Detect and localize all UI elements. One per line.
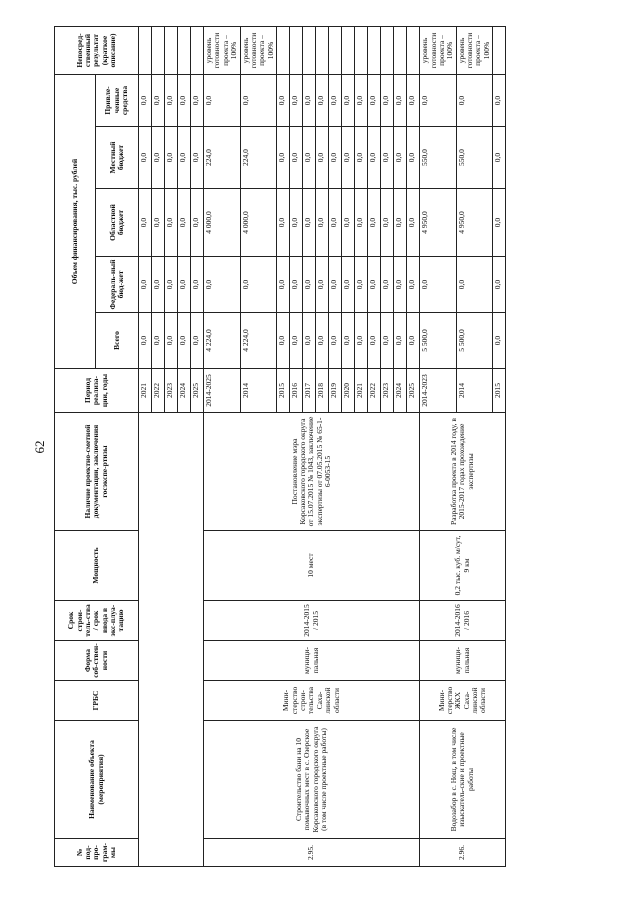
result-cell: [191, 27, 204, 75]
regional-cell: 0,0: [407, 189, 420, 257]
total-cell: 0,0: [303, 313, 316, 369]
result-cell: [178, 27, 191, 75]
local-cell: 0,0: [394, 127, 407, 189]
result-cell: [381, 27, 394, 75]
result-cell: [394, 27, 407, 75]
result-cell: [355, 27, 368, 75]
period-cell: 2015: [277, 369, 290, 413]
result-cell: уровень готовности проекта – 100%: [420, 27, 457, 75]
attracted-cell: 0,0: [277, 75, 290, 127]
regional-cell: 4 000,0: [204, 189, 241, 257]
period-cell: 2021: [355, 369, 368, 413]
regional-cell: 0,0: [368, 189, 381, 257]
attracted-cell: 0,0: [204, 75, 241, 127]
total-cell: 0,0: [394, 313, 407, 369]
regional-cell: 0,0: [381, 189, 394, 257]
attracted-cell: 0,0: [355, 75, 368, 127]
federal-cell: 0,0: [407, 257, 420, 313]
regional-cell: 0,0: [329, 189, 342, 257]
object-number: 2.96.: [420, 839, 506, 867]
local-cell: 0,0: [316, 127, 329, 189]
result-cell: [316, 27, 329, 75]
period-cell: 2024: [394, 369, 407, 413]
total-cell: 5 500,0: [420, 313, 457, 369]
table-row: [420, 27, 457, 867]
period-cell: 2014: [456, 369, 493, 413]
attracted-cell: 0,0: [240, 75, 277, 127]
object-docs: Постановление мэра Корсаковского городского округа от 15.07.2015 № 1043, заключение экспертизы от 07.05.2015 № 65-1-6-0053-15: [204, 413, 420, 531]
attracted-cell: 0,0: [139, 75, 152, 127]
regional-cell: 0,0: [493, 189, 506, 257]
result-cell: [139, 27, 152, 75]
regional-cell: 0,0: [342, 189, 355, 257]
attracted-cell: 0,0: [290, 75, 303, 127]
attracted-cell: 0,0: [381, 75, 394, 127]
col-total: Всего: [96, 313, 139, 369]
result-cell: [290, 27, 303, 75]
attracted-cell: 0,0: [420, 75, 457, 127]
attracted-cell: 0,0: [303, 75, 316, 127]
attracted-cell: 0,0: [342, 75, 355, 127]
col-regional: Областной бюджет: [96, 189, 139, 257]
col-name: Наименование объекта (мероприятия): [55, 721, 139, 839]
period-cell: 2022: [152, 369, 165, 413]
federal-cell: 0,0: [178, 257, 191, 313]
table-body: [139, 27, 506, 867]
attracted-cell: 0,0: [152, 75, 165, 127]
federal-cell: 0,0: [368, 257, 381, 313]
result-cell: [303, 27, 316, 75]
regional-cell: 0,0: [303, 189, 316, 257]
regional-cell: 0,0: [139, 189, 152, 257]
local-cell: 0,0: [329, 127, 342, 189]
period-cell: 2014-2025: [204, 369, 241, 413]
regional-cell: 0,0: [152, 189, 165, 257]
period-cell: 2023: [381, 369, 394, 413]
total-cell: 0,0: [139, 313, 152, 369]
federal-cell: 0,0: [394, 257, 407, 313]
federal-cell: 0,0: [139, 257, 152, 313]
federal-cell: 0,0: [152, 257, 165, 313]
regional-cell: 0,0: [290, 189, 303, 257]
object-name: Строительство бани на 10 помывочных мест в с. Озерское Корсаковского городского округа (в том числе проектные работы): [204, 721, 420, 839]
local-cell: 0,0: [407, 127, 420, 189]
col-financing: Объем финансирования, тыс. рублей: [55, 75, 96, 369]
total-cell: 0,0: [290, 313, 303, 369]
local-cell: 0,0: [152, 127, 165, 189]
federal-cell: 0,0: [191, 257, 204, 313]
total-cell: 0,0: [342, 313, 355, 369]
table-row: [139, 27, 152, 867]
regional-cell: 0,0: [394, 189, 407, 257]
local-cell: 0,0: [290, 127, 303, 189]
object-name: Водозабор в с. Нощ, в том числе изыскатель-ские и проектные работы: [420, 721, 506, 839]
total-cell: 0,0: [191, 313, 204, 369]
period-cell: 2021: [139, 369, 152, 413]
table-row: [204, 27, 241, 867]
attracted-cell: 0,0: [165, 75, 178, 127]
result-cell: [329, 27, 342, 75]
period-cell: 2022: [368, 369, 381, 413]
table-header: [55, 27, 139, 867]
attracted-cell: 0,0: [178, 75, 191, 127]
total-cell: 0,0: [368, 313, 381, 369]
period-cell: 2025: [407, 369, 420, 413]
page-number: 62: [32, 440, 47, 454]
object-capacity: 10 мест: [204, 531, 420, 601]
period-cell: 2018: [316, 369, 329, 413]
total-cell: 4 224,0: [240, 313, 277, 369]
federal-cell: 0,0: [290, 257, 303, 313]
col-federal: Федераль-ный бюд-жет: [96, 257, 139, 313]
period-cell: 2020: [342, 369, 355, 413]
col-docs: Наличие проектно-сметной документации, заключения госэкспе-ртизы: [55, 413, 139, 531]
regional-cell: 4 000,0: [240, 189, 277, 257]
local-cell: 0,0: [368, 127, 381, 189]
federal-cell: 0,0: [381, 257, 394, 313]
local-cell: 0,0: [303, 127, 316, 189]
continued-cell: [139, 413, 204, 867]
local-cell: 0,0: [139, 127, 152, 189]
local-cell: 0,0: [493, 127, 506, 189]
object-grbs: Мини-стерство строи-тельства Саха-линской области: [204, 681, 420, 721]
object-ownership: муници-пальная: [204, 641, 420, 681]
total-cell: 0,0: [329, 313, 342, 369]
total-cell: 0,0: [381, 313, 394, 369]
object-number: 2.95.: [204, 839, 420, 867]
local-cell: 0,0: [191, 127, 204, 189]
result-cell: [165, 27, 178, 75]
regional-cell: 0,0: [165, 189, 178, 257]
regional-cell: 4 950,0: [420, 189, 457, 257]
local-cell: 0,0: [381, 127, 394, 189]
regional-cell: 0,0: [178, 189, 191, 257]
result-cell: уровень готовности проекта – 100%: [240, 27, 277, 75]
period-cell: 2014-2023: [420, 369, 457, 413]
total-cell: 5 500,0: [456, 313, 493, 369]
col-local: Местный бюджет: [96, 127, 139, 189]
total-cell: 0,0: [355, 313, 368, 369]
result-cell: [152, 27, 165, 75]
local-cell: 0,0: [178, 127, 191, 189]
result-cell: [407, 27, 420, 75]
federal-cell: 0,0: [165, 257, 178, 313]
regional-cell: 4 950,0: [456, 189, 493, 257]
federal-cell: 0,0: [240, 257, 277, 313]
federal-cell: 0,0: [355, 257, 368, 313]
period-cell: 2017: [303, 369, 316, 413]
period-cell: 2024: [178, 369, 191, 413]
local-cell: 550,0: [456, 127, 493, 189]
federal-cell: 0,0: [329, 257, 342, 313]
result-cell: [277, 27, 290, 75]
result-cell: [493, 27, 506, 75]
result-cell: уровень готовности проекта – 100%: [456, 27, 493, 75]
attracted-cell: 0,0: [493, 75, 506, 127]
col-capacity: Мощность: [55, 531, 139, 601]
col-grbs: ГРБС: [55, 681, 139, 721]
period-cell: 2025: [191, 369, 204, 413]
federal-cell: 0,0: [303, 257, 316, 313]
result-cell: [342, 27, 355, 75]
attracted-cell: 0,0: [329, 75, 342, 127]
object-docs: Разработка проекта в 2014 году, в 2015-2017 годах прохождение экспертизы: [420, 413, 506, 531]
total-cell: 0,0: [152, 313, 165, 369]
col-period: Период реализа-ции, годы: [55, 369, 139, 413]
period-cell: 2014: [240, 369, 277, 413]
col-ownership: Форма соб-ствен-ности: [55, 641, 139, 681]
object-terms: 2014-2016 / 2016: [420, 601, 506, 641]
document-page: [32, 27, 600, 867]
period-cell: 2019: [329, 369, 342, 413]
total-cell: 0,0: [277, 313, 290, 369]
federal-cell: 0,0: [493, 257, 506, 313]
object-capacity: 0,2 тыс. куб. м/сут, 9 км: [420, 531, 506, 601]
object-grbs: Мини-стерство ЖКХ Саха-линской области: [420, 681, 506, 721]
col-terms: Срок строи-тель-ства / срок ввода в экс-плуа-тацию: [55, 601, 139, 641]
period-cell: 2016: [290, 369, 303, 413]
col-num: № под-про-грам-мы: [55, 839, 139, 867]
regional-cell: 0,0: [191, 189, 204, 257]
col-attracted: Привле-ченные средства: [96, 75, 139, 127]
local-cell: 0,0: [342, 127, 355, 189]
local-cell: 0,0: [277, 127, 290, 189]
period-cell: 2023: [165, 369, 178, 413]
attracted-cell: 0,0: [456, 75, 493, 127]
total-cell: 0,0: [316, 313, 329, 369]
total-cell: 0,0: [165, 313, 178, 369]
total-cell: 4 224,0: [204, 313, 241, 369]
local-cell: 224,0: [240, 127, 277, 189]
local-cell: 0,0: [165, 127, 178, 189]
object-ownership: муници-пальная: [420, 641, 506, 681]
local-cell: 224,0: [204, 127, 241, 189]
regional-cell: 0,0: [316, 189, 329, 257]
federal-cell: 0,0: [342, 257, 355, 313]
federal-cell: 0,0: [420, 257, 457, 313]
total-cell: 0,0: [178, 313, 191, 369]
period-cell: 2015: [493, 369, 506, 413]
attracted-cell: 0,0: [316, 75, 329, 127]
total-cell: 0,0: [493, 313, 506, 369]
federal-cell: 0,0: [277, 257, 290, 313]
total-cell: 0,0: [407, 313, 420, 369]
attracted-cell: 0,0: [368, 75, 381, 127]
program-table: [54, 26, 506, 867]
local-cell: 550,0: [420, 127, 457, 189]
col-result: Непосред-ственный результат (краткое описание): [55, 27, 139, 75]
result-cell: уровень готовности проекта – 100%: [204, 27, 241, 75]
local-cell: 0,0: [355, 127, 368, 189]
regional-cell: 0,0: [277, 189, 290, 257]
federal-cell: 0,0: [204, 257, 241, 313]
object-terms: 2014-2015 / 2015: [204, 601, 420, 641]
attracted-cell: 0,0: [407, 75, 420, 127]
attracted-cell: 0,0: [191, 75, 204, 127]
federal-cell: 0,0: [316, 257, 329, 313]
result-cell: [368, 27, 381, 75]
federal-cell: 0,0: [456, 257, 493, 313]
attracted-cell: 0,0: [394, 75, 407, 127]
regional-cell: 0,0: [355, 189, 368, 257]
